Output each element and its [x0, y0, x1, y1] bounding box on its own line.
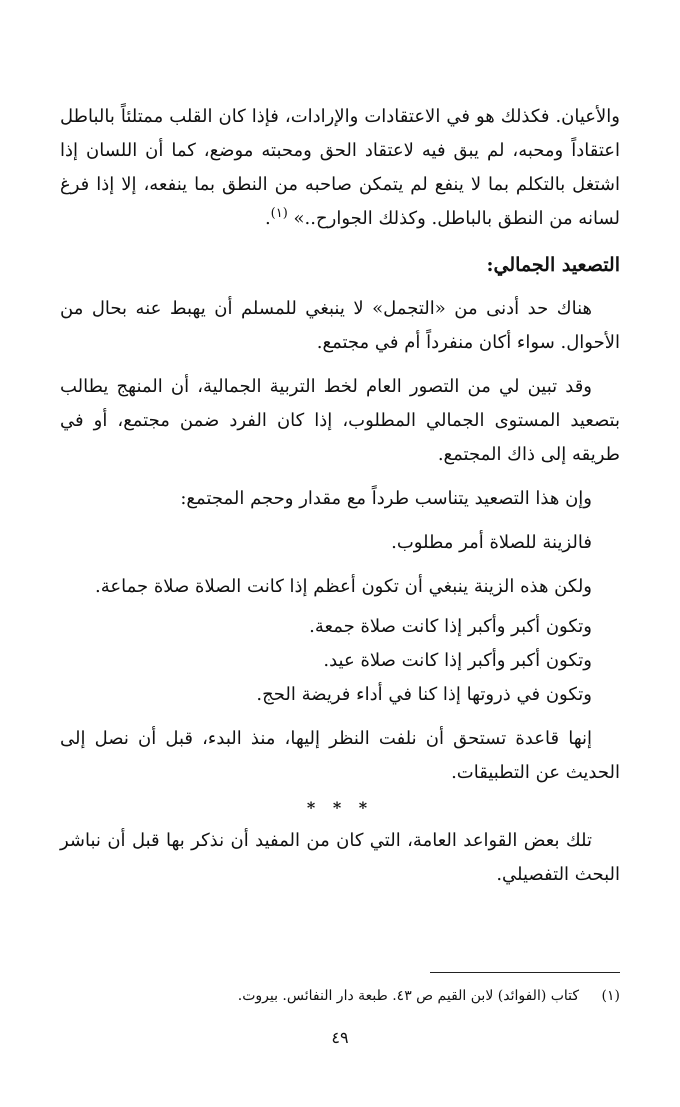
paragraph-hajj: وتكون في ذروتها إذا كنا في أداء فريضة الحج. [256, 684, 592, 705]
footnote-number: (١) [601, 988, 620, 1004]
footnote-divider [430, 972, 620, 973]
sentence-end: . [264, 208, 271, 229]
paragraph-aesthetic-escalation: وقد تبين لي من التصور العام لخط التربية الجمالية، أن المنهج يطالب بتصعيد المستوى الجمالي المطلوب، إذا كان الفرد ضمن مجتمع، أو في طريقه إلى ذاك المجتمع. [60, 376, 620, 465]
page-body [60, 100, 620, 892]
paragraph-quote-continuation [60, 100, 620, 236]
footnote-text: كتاب (الفوائد) لابن القيم ص ٤٣. طبعة دار النفائس. بيروت. [237, 988, 580, 1004]
section-heading: التصعيد الجمالي: [486, 254, 620, 276]
paragraph-prayer-adornment: فالزينة للصلاة أمر مطلوب. [391, 532, 592, 553]
footnote [60, 984, 620, 1008]
paragraph-closing: تلك بعض القواعد العامة، التي كان من المفيد أن نذكر بها قبل أن نباشر البحث التفصيلي. [60, 830, 620, 885]
paragraph-proportional: وإن هذا التصعيد يتناسب طرداً مع مقدار وحجم المجتمع: [180, 488, 592, 509]
paragraph-minimum-adornment: هناك حد أدنى من «التجمل» لا ينبغي للمسلم أن يهبط عنه بحال من الأحوال. سواء أكان منفرداً أم في مجتمع. [60, 298, 620, 353]
section-separator: * * * [306, 798, 374, 817]
paragraph-congregation: ولكن هذه الزينة ينبغي أن تكون أعظم إذا كانت الصلاة صلاة جماعة. [95, 576, 592, 597]
footnote-reference[interactable]: (١) [270, 206, 288, 221]
paragraph-friday-prayer: وتكون أكبر وأكبر إذا كانت صلاة جمعة. [309, 616, 592, 637]
paragraph-eid-prayer: وتكون أكبر وأكبر إذا كانت صلاة عيد. [323, 650, 592, 671]
paragraph-rule-note: إنها قاعدة تستحق أن نلفت النظر إليها، منذ البدء، قبل أن نصل إلى الحديث عن التطبيقات. [60, 728, 620, 783]
paragraph-text: والأعيان. فكذلك هو في الاعتقادات والإرادات، فإذا كان القلب ممتلئاً بالباطل اعتقاداً ومحبه، لم يبق فيه لاعتقاد الحق ومحبته موضع، كما أن اللسان إذا اشتغل بالتكلم بما لا ينفع لم يتمكن صاحبه من النطق بما ينفعه، إلا إذا فرغ لسانه من النطق بالباطل. وكذلك الجوارح..» [60, 106, 620, 229]
page-number: ٤٩ [331, 1028, 349, 1047]
